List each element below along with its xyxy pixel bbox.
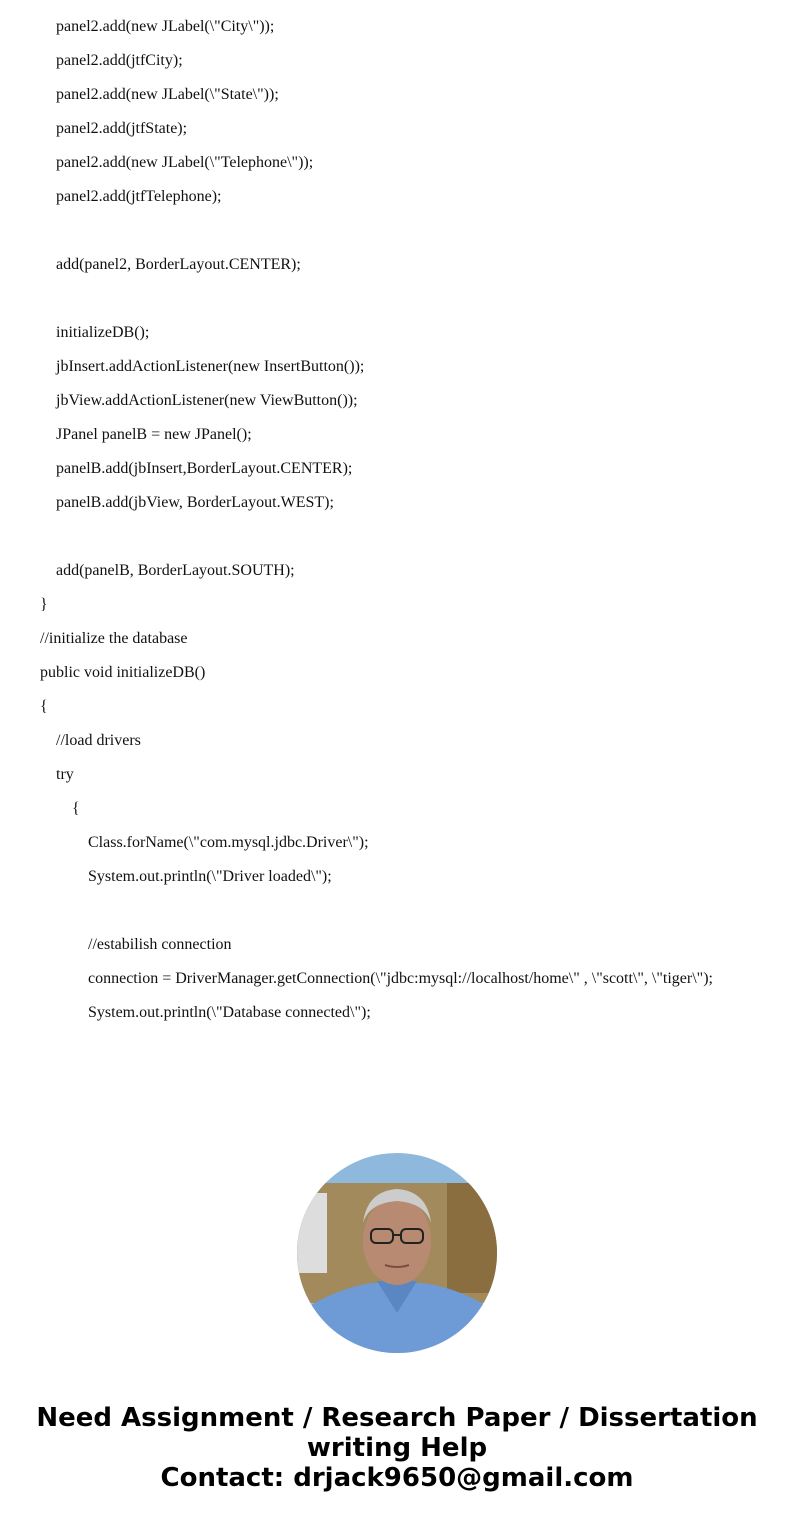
promo-line-1: Need Assignment / Research Paper / Dissertation: [36, 1403, 758, 1433]
code-line: //initialize the database: [40, 630, 188, 647]
code-line: panel2.add(jtfState);: [56, 120, 188, 137]
code-line: [0, 214, 794, 248]
code-line: {: [40, 698, 48, 715]
code-line: System.out.println(\"Driver loaded\");: [88, 868, 332, 885]
code-line: connection = DriverManager.getConnection(\"jdbc:mysql://localhost/home\" , \"scott\", \"tiger\");: [88, 970, 713, 987]
code-line: panel2.add(jtfCity);: [56, 52, 183, 69]
code-line: public void initializeDB(): [40, 664, 206, 681]
code-line: //estabilish connection: [88, 936, 232, 953]
code-line: panelB.add(jbInsert,BorderLayout.CENTER);: [56, 460, 353, 477]
code-line: panel2.add(jtfTelephone);: [56, 188, 222, 205]
code-line: [0, 520, 794, 554]
code-line: panel2.add(new JLabel(\"State\"));: [56, 86, 279, 103]
code-line: panel2.add(new JLabel(\"City\"));: [56, 18, 275, 35]
code-line: //load drivers: [56, 732, 141, 749]
code-line: initializeDB();: [56, 324, 150, 341]
code-line: }: [40, 596, 48, 613]
code-line: panel2.add(new JLabel(\"Telephone\"));: [56, 154, 314, 171]
promo-line-2: writing Help: [306, 1433, 488, 1463]
code-line: jbView.addActionListener(new ViewButton());: [56, 392, 358, 409]
promo-line-3: Contact: drjack9650@gmail.com: [160, 1463, 634, 1493]
code-line: JPanel panelB = new JPanel();: [56, 426, 252, 443]
code-line: [0, 894, 794, 928]
code-line: {: [72, 800, 80, 817]
code-line: try: [56, 766, 74, 783]
code-listing: [0, 10, 794, 1030]
code-line: [0, 282, 794, 316]
code-line: Class.forName(\"com.mysql.jdbc.Driver\");: [88, 834, 369, 851]
promo-text: [0, 1403, 794, 1493]
code-line: jbInsert.addActionListener(new InsertButton());: [56, 358, 365, 375]
author-photo: [297, 1153, 497, 1353]
code-line: add(panelB, BorderLayout.SOUTH);: [56, 562, 295, 579]
code-line: System.out.println(\"Database connected\");: [88, 1004, 371, 1021]
code-line: panelB.add(jbView, BorderLayout.WEST);: [56, 494, 334, 511]
code-line: add(panel2, BorderLayout.CENTER);: [56, 256, 301, 273]
